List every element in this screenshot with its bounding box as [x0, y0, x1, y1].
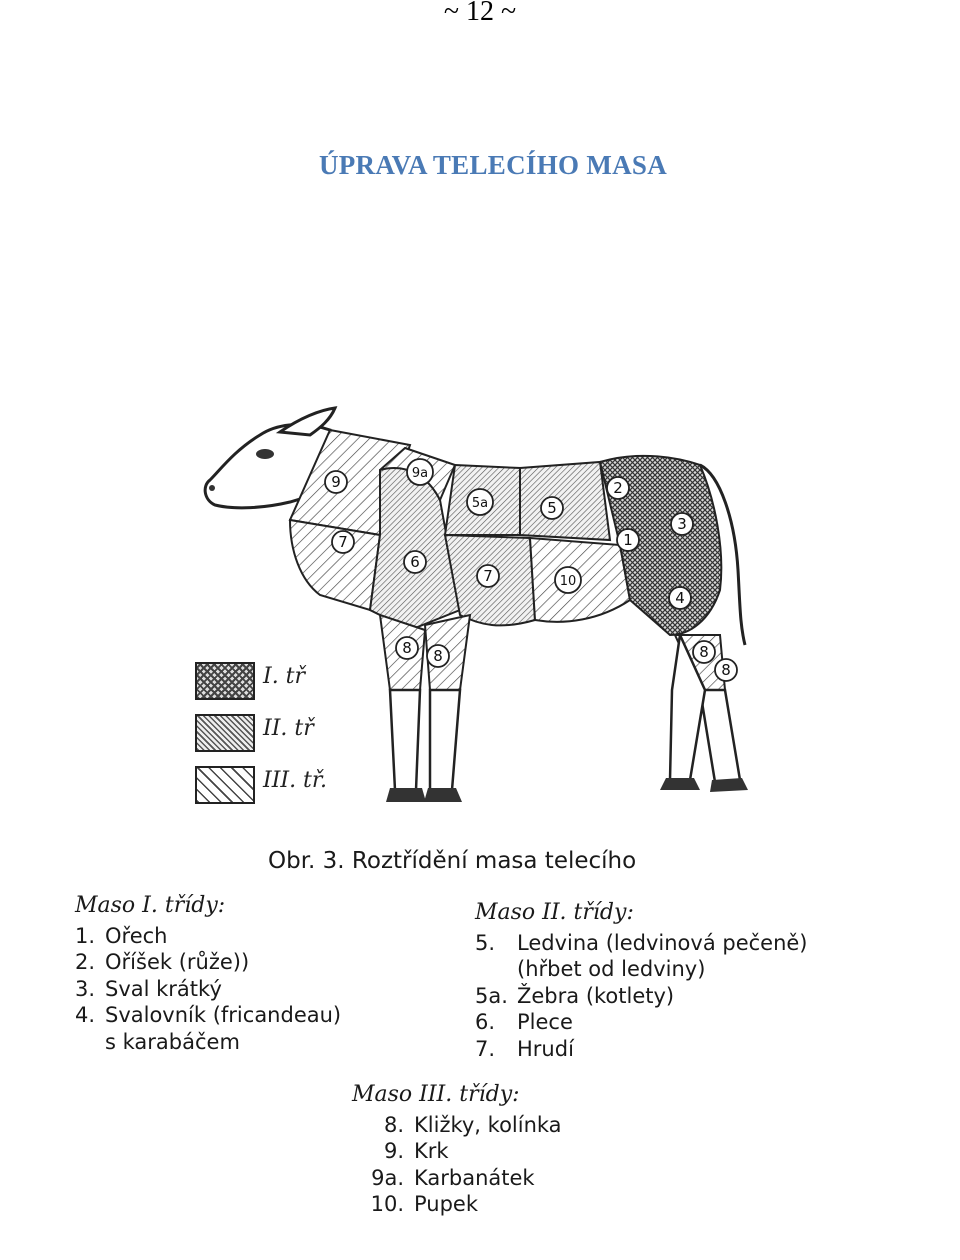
- front-leg-right-lower: [430, 690, 460, 790]
- item-continuation: (hřbet od ledviny): [517, 957, 706, 981]
- page-title: ÚPRAVA TELECÍHO MASA: [318, 150, 668, 180]
- item-text: Sval krátký: [105, 976, 222, 1001]
- item-text: Oříšek (růže)): [105, 950, 250, 974]
- region-number: 1: [623, 531, 633, 549]
- region-number: 7: [338, 533, 348, 551]
- legend-label: III. tř.: [263, 768, 327, 793]
- item-number: 5.: [475, 930, 496, 955]
- region-number: 8: [699, 643, 709, 661]
- list-item: [75, 976, 341, 1003]
- item-text: Hrudí: [517, 1036, 574, 1061]
- list-item: [475, 930, 808, 957]
- legend-label: I. tř: [263, 664, 306, 689]
- meat-class-2: [475, 900, 808, 1062]
- item-number: 3.: [75, 976, 96, 1001]
- item-text: Plece: [517, 1010, 573, 1034]
- meat-class-3: [352, 1082, 562, 1218]
- hind-leg-left-lower: [700, 690, 740, 782]
- hoof: [386, 788, 426, 802]
- region-number: 3: [677, 515, 687, 533]
- item-text: Krk: [414, 1139, 449, 1163]
- list-item: [75, 923, 341, 950]
- item-number: 5a.: [475, 983, 508, 1008]
- page-number: ~ 12 ~: [443, 0, 517, 27]
- item-number: 8.: [383, 1112, 404, 1137]
- legend-label: II. tř: [263, 716, 314, 741]
- figure-caption: Obr. 3. Roztřídění masa telecího: [268, 848, 637, 874]
- list-item: [475, 1009, 808, 1036]
- item-text: Svalovník (fricandeau): [105, 1003, 342, 1027]
- front-leg-left-lower: [390, 690, 420, 790]
- list-item: [352, 1112, 562, 1139]
- region-number: 9: [331, 473, 341, 491]
- item-text: Kližky, kolínka: [414, 1112, 562, 1137]
- item-number: 9.: [383, 1139, 404, 1163]
- item-number: 6.: [475, 1010, 496, 1034]
- region-number: 2: [613, 479, 623, 497]
- hoof: [424, 788, 462, 802]
- item-text: Ořech: [105, 923, 168, 948]
- legend-item: [195, 662, 355, 714]
- calf-eye: [256, 449, 274, 459]
- list-item: [475, 1036, 808, 1063]
- hoof: [660, 778, 700, 790]
- legend-swatch-class1: [195, 662, 255, 700]
- item-number: 9a.: [371, 1165, 404, 1190]
- item-text: Žebra (kotlety): [517, 983, 675, 1008]
- list-item: [352, 1138, 562, 1165]
- region-loin: [520, 462, 610, 540]
- item-number: 2.: [75, 950, 96, 974]
- legend-item: [195, 766, 355, 818]
- item-text: Ledvina (ledvinová pečeně): [517, 930, 808, 955]
- list-item: [475, 983, 808, 1010]
- list-item: [352, 1165, 562, 1192]
- hoof: [710, 778, 748, 792]
- region-number: 10: [559, 574, 577, 589]
- list-item: [352, 1191, 562, 1218]
- item-number: 1.: [75, 923, 96, 948]
- region-number: 6: [410, 553, 420, 571]
- list-item: [75, 1002, 341, 1029]
- item-number: 7.: [475, 1036, 496, 1061]
- group-heading: Maso III. třídy:: [352, 1082, 520, 1107]
- group-heading: Maso I. třídy:: [75, 893, 226, 918]
- group-heading: Maso II. třídy:: [475, 900, 634, 925]
- region-number: 9a: [411, 466, 429, 481]
- item-continuation: s karabáčem: [105, 1029, 240, 1054]
- legend: [195, 662, 355, 818]
- list-item: [75, 949, 341, 976]
- legend-swatch-class2: [195, 714, 255, 752]
- region-number: 4: [675, 589, 685, 607]
- region-number: 8: [721, 661, 731, 679]
- item-number: 10.: [370, 1192, 404, 1216]
- region-shoulder: [370, 467, 460, 630]
- region-number: 5: [547, 499, 557, 517]
- item-text: Pupek: [414, 1192, 479, 1216]
- legend-swatch-class3: [195, 766, 255, 804]
- region-number: 8: [402, 639, 412, 657]
- region-number: 8: [433, 647, 443, 665]
- calf-nostril: [209, 485, 215, 491]
- legend-item: [195, 714, 355, 766]
- region-number: 5a: [471, 496, 489, 511]
- region-number: 7: [483, 567, 493, 585]
- item-text: Karbanátek: [414, 1165, 535, 1190]
- item-number: 4.: [75, 1003, 96, 1027]
- meat-class-1: [75, 893, 341, 1055]
